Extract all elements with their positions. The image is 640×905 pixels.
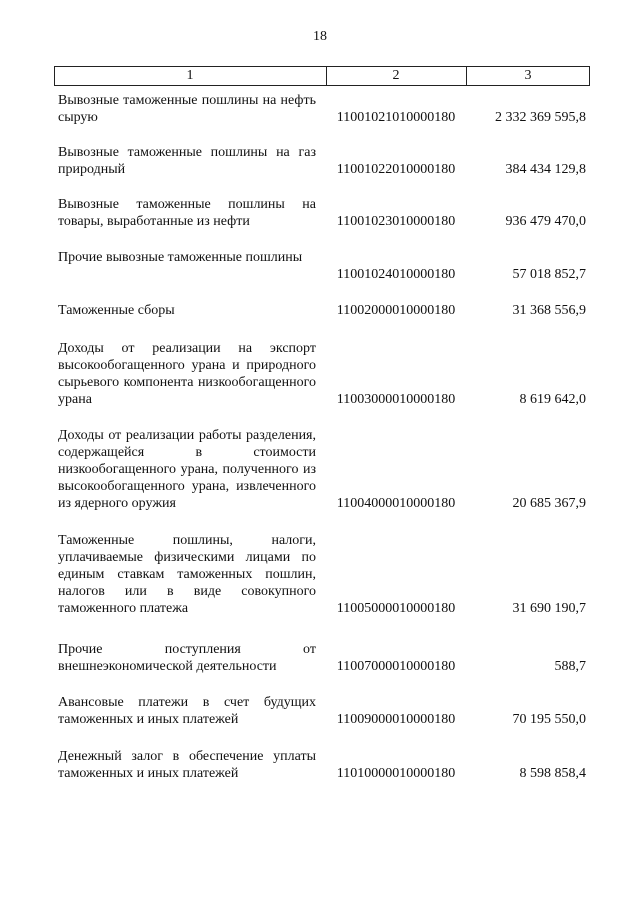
row-amount: 8 598 858,4	[519, 766, 586, 781]
row-name: Доходы от реализации работы разделения, содержащейся в стоимости низкообогащенного урана, полученного из высокообогащенного урана, извлеченного из ядерного оружия	[58, 428, 316, 511]
row-amount: 588,7	[554, 659, 586, 674]
row-amount: 31 368 556,9	[512, 303, 586, 318]
page-number: 18	[313, 29, 327, 44]
row-code: 11005000010000180	[336, 601, 456, 616]
row-name: Авансовые платежи в счет будущих таможенных и иных платежей	[58, 695, 316, 727]
row-name: Таможенные пошлины, налоги, уплачиваемые физическими лицами по единым ставкам таможенных пошлин, налогов или в виде совокупного таможенного платежа	[58, 533, 316, 616]
table-row	[0, 92, 640, 126]
table-row	[0, 144, 640, 178]
row-amount: 57 018 852,7	[512, 267, 586, 282]
row-name: Прочие поступления от внешнеэкономической деятельности	[58, 642, 316, 674]
row-name: Прочие вывозные таможенные пошлины	[58, 250, 303, 265]
row-code: 11002000010000180	[336, 303, 456, 318]
table-row	[0, 249, 640, 283]
table-row	[0, 641, 640, 675]
row-code: 11004000010000180	[336, 496, 456, 511]
table-row	[0, 748, 640, 782]
row-amount: 384 434 129,8	[505, 162, 586, 177]
row-code: 11003000010000180	[336, 392, 456, 407]
row-code: 11010000010000180	[336, 766, 456, 781]
row-amount: 20 685 367,9	[512, 496, 586, 511]
row-name: Таможенные сборы	[58, 303, 175, 318]
row-code: 11001024010000180	[336, 267, 456, 282]
row-code: 11001021010000180	[336, 110, 456, 125]
row-code: 11009000010000180	[336, 712, 456, 727]
row-code: 11007000010000180	[336, 659, 456, 674]
header-col-3: 3	[524, 68, 532, 83]
row-amount: 936 479 470,0	[505, 214, 586, 229]
row-name: Вывозные таможенные пошлины на нефть сырую	[58, 93, 316, 125]
row-amount: 2 332 369 595,8	[495, 110, 586, 125]
row-amount: 70 195 550,0	[512, 712, 586, 727]
table-header	[54, 66, 590, 86]
table-row	[0, 196, 640, 230]
row-name: Денежный залог в обеспечение уплаты таможенных и иных платежей	[58, 749, 316, 781]
header-col-1: 1	[186, 68, 194, 83]
row-name: Вывозные таможенные пошлины на газ природный	[58, 145, 316, 177]
table-row	[0, 302, 640, 319]
row-code: 11001022010000180	[336, 162, 456, 177]
row-name: Вывозные таможенные пошлины на товары, выработанные из нефти	[58, 197, 316, 229]
row-name: Доходы от реализации на экспорт высокообогащенного урана и природного сырьевого компонента низкообогащенного урана	[58, 341, 316, 407]
row-amount: 8 619 642,0	[519, 392, 586, 407]
row-code: 11001023010000180	[336, 214, 456, 229]
table-row	[0, 694, 640, 728]
table-row	[0, 532, 640, 617]
table-row	[0, 340, 640, 408]
header-col-2: 2	[392, 68, 400, 83]
table-row	[0, 427, 640, 512]
row-amount: 31 690 190,7	[512, 601, 586, 616]
